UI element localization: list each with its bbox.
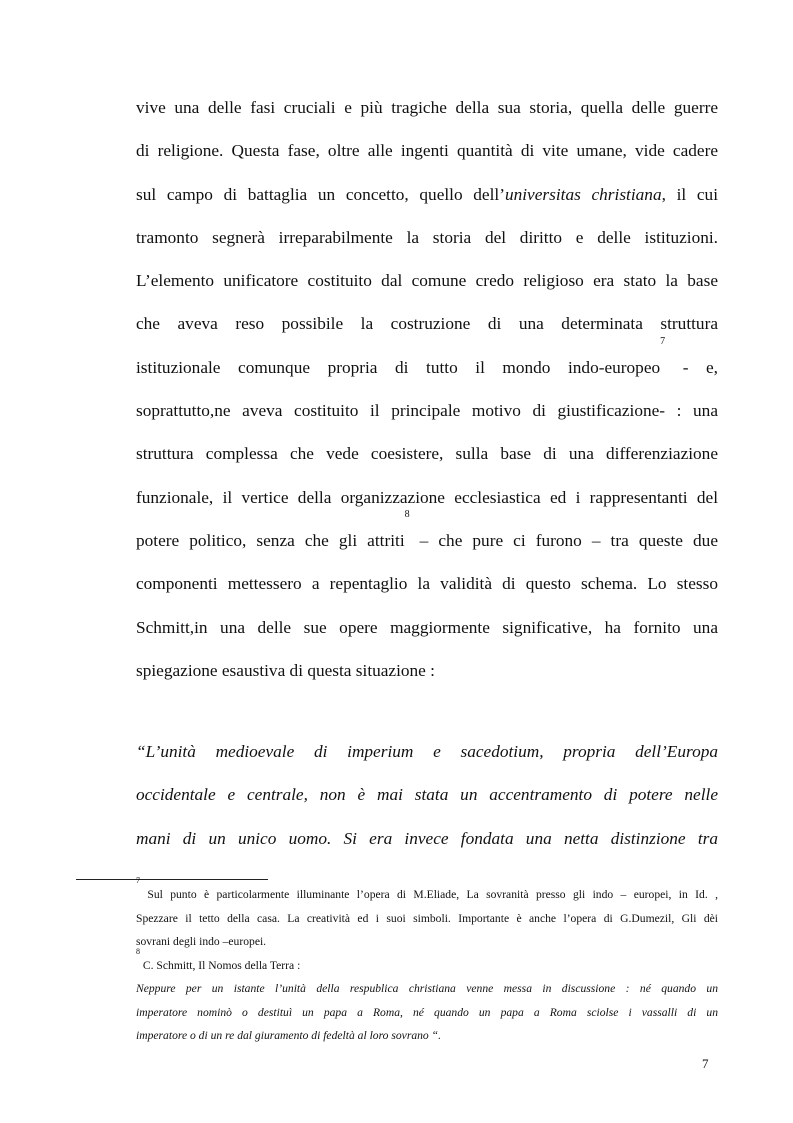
footnotes xyxy=(136,876,718,1048)
body-line: tramonto segnerà irreparabilmente la storia del diritto e delle istituzioni. xyxy=(136,227,718,247)
body-line: che aveva reso possibile la costruzione di una determinata struttura xyxy=(136,314,718,334)
body-line: soprattutto,ne aveva costituito il principale motivo di giustificazione- : una xyxy=(136,401,718,421)
quote-line: “L’unità medioevale di imperium e sacedotium, propria dell’Europa xyxy=(136,742,718,761)
footnote-ref-8[interactable]: 8 xyxy=(404,508,410,520)
main-body-text xyxy=(136,86,718,692)
block-quote xyxy=(136,730,718,860)
footnote-8-marker: 8 xyxy=(136,946,140,956)
footnote-7-line: sovrani degli indo –europei. xyxy=(136,935,267,948)
body-line: componenti mettessero a repentaglio la validità di questo schema. Lo stesso xyxy=(136,574,718,594)
footnote-7-line: Spezzare il tetto della casa. La creatività ed i suoi simboli. Importante è anche l’opera di G.Dumezil, Gli dèi xyxy=(136,911,718,925)
body-line: L’elemento unificatore costituito dal comune credo religioso era stato la base xyxy=(136,271,718,291)
footnote-separator xyxy=(76,879,268,880)
body-line: struttura complessa che vede coesistere, sulla base di una differenziazione xyxy=(136,444,718,464)
footnote-ref-7[interactable]: 7 xyxy=(660,335,666,347)
body-line: di religione. Questa fase, oltre alle ingenti quantità di vite umane, vide cadere xyxy=(136,141,718,161)
footnote-7-marker: 7 xyxy=(136,876,140,885)
footnote-7-line: $^7$ Sul punto è particolarmente illuminante l’opera di M.Eliade, La sovranità presso gli indo – europei, in Id. , xyxy=(136,876,718,901)
body-line: sul campo di battaglia un concetto, quello dell’universitas christiana, il cui xyxy=(136,184,718,204)
body-line: spiegazione esaustiva di questa situazione : xyxy=(136,660,435,680)
body-line: istituzionale comunque propria di tutto il mondo indo-europeo$^7$ - e, xyxy=(136,335,719,377)
body-line: vive una delle fasi cruciali e più tragiche della sua storia, quella delle guerre xyxy=(136,98,718,117)
page-number: 7 xyxy=(702,1056,709,1071)
body-line: funzionale, il vertice della organizzazione ecclesiastica ed i rappresentanti del xyxy=(136,487,718,507)
quote-line: occidentale e centrale, non è mai stata un accentramento di potere nelle xyxy=(136,785,718,805)
footnote-8-quote-line: imperatore nominò o destituì un papa a Roma, né quando un papa a Roma sciolse i vassalli di un xyxy=(136,1005,718,1019)
footnote-8-quote-line: Neppure per un istante l’unità della respublica christiana venne messa in discussione : né quando un xyxy=(136,982,718,995)
footnote-8-line: $^8$ C. Schmitt, Il Nomos della Terra : xyxy=(136,946,301,972)
body-line: potere politico, senza che gli attriti$^8$ – che pure ci furono – tra queste due xyxy=(136,508,718,550)
body-line: Schmitt,in una delle sue opere maggiormente significative, ha fornito una xyxy=(136,617,718,637)
italic-term: universitas christiana xyxy=(504,184,662,204)
footnote-8-quote-line: imperatore o di un re dal giuramento di fedeltà al loro sovrano “. xyxy=(136,1029,441,1042)
quote-line: mani di un unico uomo. Si era invece fondata una netta distinzione tra xyxy=(136,828,718,848)
